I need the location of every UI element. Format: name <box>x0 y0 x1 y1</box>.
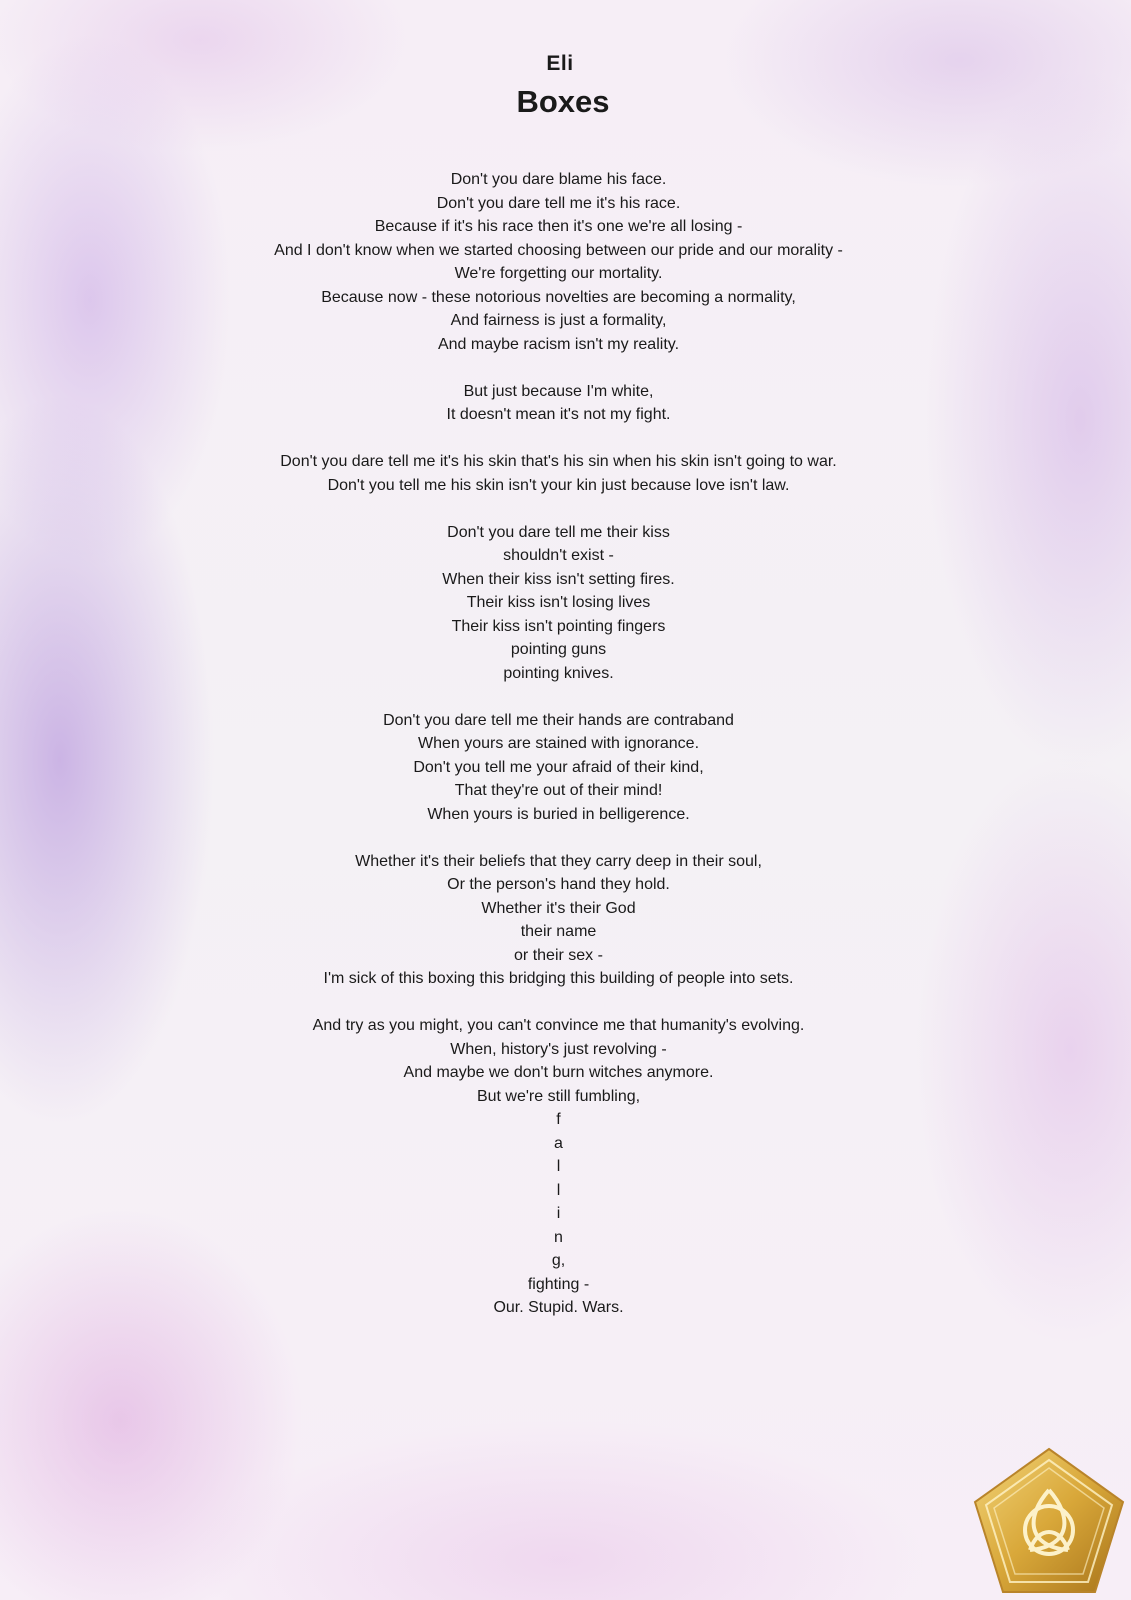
poem-title: Boxes <box>516 84 610 119</box>
poem-author: Eli <box>546 52 574 75</box>
stanza-gap <box>0 826 1117 850</box>
poem-line: But just because I'm white, <box>463 382 654 400</box>
triquetra-pentagon-emblem-icon <box>972 1446 1126 1596</box>
poem-line: When their kiss isn't setting fires. <box>442 570 675 588</box>
stanza-gap <box>0 356 1117 380</box>
poem-line: Our. Stupid. Wars. <box>493 1299 624 1316</box>
poem-line: Don't you tell me your afraid of their kind, <box>413 758 704 776</box>
poem-body <box>0 168 1117 1320</box>
poem-line: When, history's just revolving - <box>450 1040 667 1058</box>
poem-line: Whether it's their God <box>481 899 636 917</box>
poem-line: pointing knives. <box>503 664 614 682</box>
poem-line: Don't you dare tell me their kiss <box>447 523 670 541</box>
poem-line: g, <box>551 1252 566 1269</box>
poem-line: f <box>556 1111 561 1128</box>
poem-line: n <box>554 1228 563 1246</box>
poem-line: Don't you dare tell me their hands are contraband <box>383 711 734 729</box>
poem-line: shouldn't exist - <box>503 547 614 564</box>
poem-line: It doesn't mean it's not my fight. <box>446 406 671 423</box>
poem-line: I'm sick of this boxing this bridging this building of people into sets. <box>323 970 794 987</box>
poem-line: That they're out of their mind! <box>454 782 663 799</box>
poem-line: l <box>556 1158 561 1175</box>
poem-line: their name <box>520 923 597 940</box>
poem-line: And maybe we don't burn witches anymore. <box>403 1064 714 1081</box>
poem-line: We're forgetting our mortality. <box>454 265 663 282</box>
poem-line: Their kiss isn't pointing fingers <box>451 617 666 635</box>
poem-line: Don't you dare tell me it's his race. <box>436 194 681 212</box>
poem-line: Don't you dare tell me it's his skin that's his sin when his skin isn't going to war. <box>280 453 837 470</box>
poem-line: l <box>556 1181 561 1199</box>
poem-line: And try as you might, you can't convince me that humanity's evolving. <box>312 1017 805 1034</box>
poem-line: pointing guns <box>510 641 607 658</box>
poem-line: or their sex - <box>514 946 603 964</box>
poem-line: a <box>554 1134 563 1152</box>
poem-line: i <box>556 1205 561 1222</box>
poem-line: But we're still fumbling, <box>476 1087 641 1105</box>
poem-line: Because now - these notorious novelties are becoming a normality, <box>321 288 796 306</box>
poem-line: And maybe racism isn't my reality. <box>437 335 680 353</box>
poem-line: Don't you tell me his skin isn't your kin just because love isn't law. <box>327 476 790 494</box>
stanza-gap <box>0 497 1117 521</box>
poem-line: And fairness is just a formality, <box>450 312 667 329</box>
poem-line: Or the person's hand they hold. <box>447 876 670 893</box>
poem-line: When yours are stained with ignorance. <box>417 735 700 752</box>
stanza-gap <box>0 991 1117 1015</box>
poem-line: When yours is buried in belligerence. <box>427 805 690 823</box>
poem-line: Their kiss isn't losing lives <box>466 594 651 611</box>
poem-line: Whether it's their beliefs that they carry deep in their soul, <box>355 852 762 870</box>
poem-line: Because if it's his race then it's one we're all losing - <box>374 218 743 235</box>
poem-line: fighting - <box>527 1275 590 1293</box>
poem-line: And I don't know when we started choosing between our pride and our morality - <box>274 241 843 259</box>
stanza-gap <box>0 685 1117 709</box>
stanza-gap <box>0 427 1117 451</box>
poem-line: Don't you dare blame his face. <box>450 171 667 188</box>
